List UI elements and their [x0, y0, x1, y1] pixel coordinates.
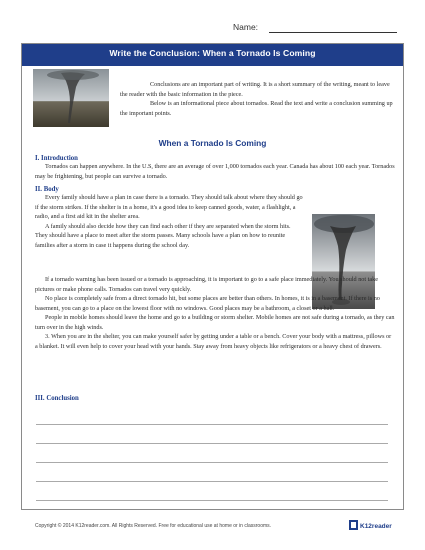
paragraph: Tornados can happen anywhere. In the U.S, there are an average of over 1,000 tornados each year. Canada has about 100 each year. Tornados may be frightening, but people can survive a tornado.	[35, 163, 395, 180]
section-body-continued	[35, 275, 395, 351]
name-label: Name:	[233, 22, 259, 32]
answer-line[interactable]	[36, 462, 388, 463]
section-heading: II. Body	[35, 186, 59, 193]
paragraph: 3. When you are in the shelter, you can make yourself safer by getting under a table or a bench. Cover your body with a mattress, pillows or a blanket. It will even help to cover your head with your hands. Stay away from heavy objects like refrigerators or a heavy chest of drawers.	[35, 333, 392, 350]
intro-text	[120, 80, 395, 118]
answer-line[interactable]	[36, 481, 388, 482]
paragraph: A family should also decide how they can find each other if they are separated when the storm hits. They should have a place to meet after the storm passes. Many schools have a plan on how to reunite families after a storm in case it happens during the school day.	[35, 222, 291, 249]
section-body	[35, 186, 303, 250]
answer-line[interactable]	[36, 500, 388, 501]
section-heading: I. Introduction	[35, 155, 78, 162]
section-conclusion	[35, 395, 395, 402]
paragraph: If a tornado warning has been issued or a tornado is approaching, it is important to go to a safe place immediately. You should not take pictures or make phone calls. Tornados can travel very quickly.	[35, 276, 378, 293]
intro-paragraph-1: Conclusions are an important part of writing. It is a short summary of the writing, meant to leave the reader with the basic information in the piece.	[120, 81, 390, 98]
copyright-footer: Copyright © 2014 K12reader.com. All Rights Reserved. Free for educational use at home or in classrooms.	[35, 523, 272, 529]
name-field[interactable]	[233, 22, 403, 36]
answer-line[interactable]	[36, 443, 388, 444]
intro-paragraph-2: Below is an informational piece about tornados. Read the text and write a conclusion summing up the important points.	[120, 100, 393, 117]
paragraph: Every family should have a plan in case there is a tornado. They should talk about where they should go if the storm strikes. If the shelter is in a home, it's a good idea to keep canned goods, water, a flashlight, a radio, and a first aid kit in the shelter area.	[35, 194, 303, 220]
paragraph: People in mobile homes should leave the home and go to a building or storm shelter. Mobile homes are not safe during a tornado, as they can turn over in the high winds.	[35, 314, 395, 331]
answer-line[interactable]	[36, 424, 388, 425]
section-heading: III. Conclusion	[35, 395, 79, 402]
name-line[interactable]	[269, 32, 397, 33]
paragraph: No place is completely safe from a direct tornado hit, but some places are better than others. In homes, it is in a basement. If there is no basement, you can go to a place on the lowest floor with no windows. Good places may be a bathroom, a closet or a hall.	[35, 295, 380, 312]
article-title: When a Tornado Is Coming	[158, 138, 267, 148]
section-introduction	[35, 155, 395, 181]
worksheet-title: Write the Conclusion: When a Tornado Is Coming	[109, 48, 316, 58]
tornado-image	[33, 69, 109, 127]
logo-text: K12reader	[360, 523, 392, 530]
k12reader-logo	[348, 517, 400, 533]
